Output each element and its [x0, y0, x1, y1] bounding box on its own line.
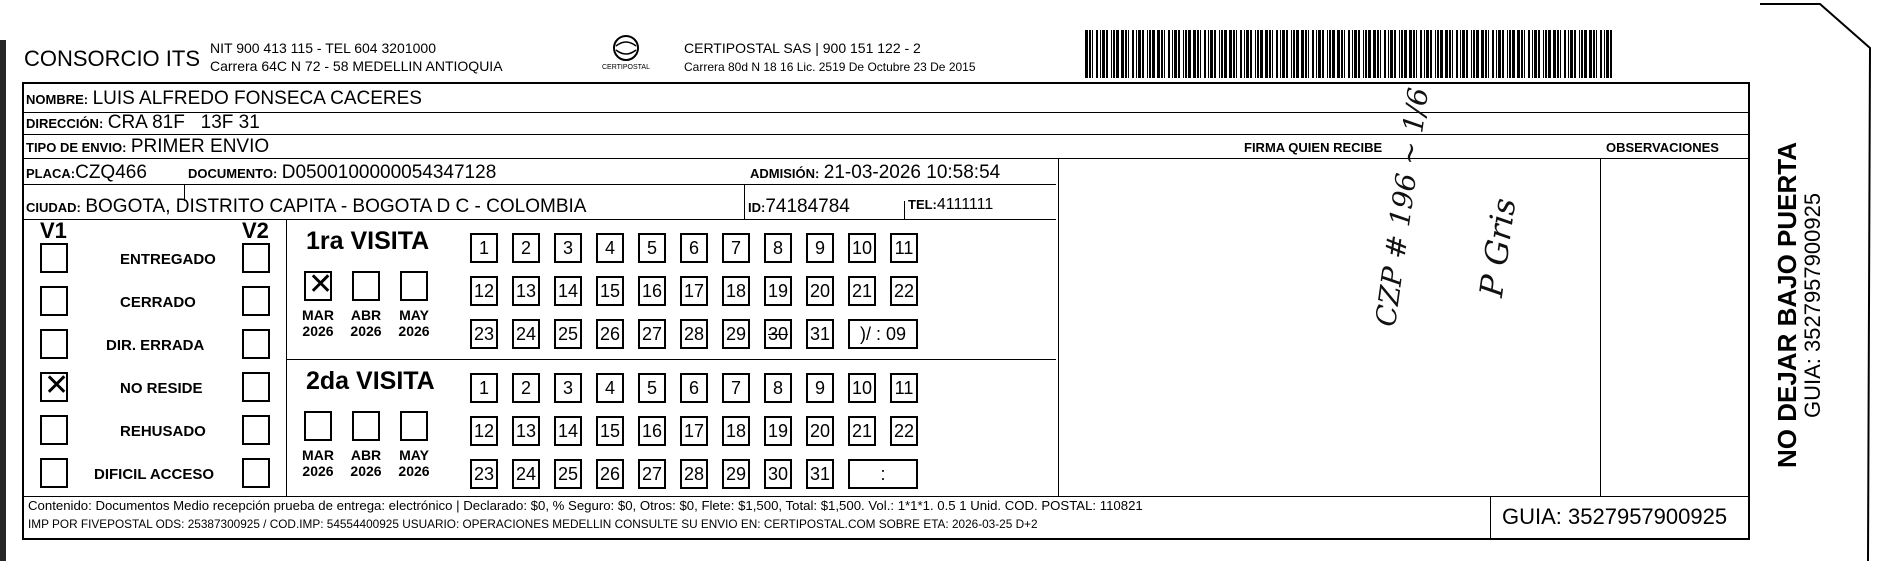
observation-handwriting: P Gris	[1472, 195, 1524, 300]
visit-title: 2da VISITA	[306, 367, 435, 395]
month-label: ABR	[350, 307, 382, 323]
day-box[interactable]: 30	[764, 319, 792, 349]
day-box[interactable]: 12	[470, 276, 498, 306]
status-v1-checkbox[interactable]	[40, 243, 68, 273]
day-box[interactable]: 25	[554, 319, 582, 349]
day-box[interactable]: 19	[764, 276, 792, 306]
nombre-value: LUIS ALFREDO FONSECA CACERES	[92, 88, 422, 109]
day-box[interactable]: 14	[554, 416, 582, 446]
day-box[interactable]: 15	[596, 276, 624, 306]
day-box[interactable]: 19	[764, 416, 792, 446]
day-box[interactable]: 10	[848, 373, 876, 403]
day-box[interactable]: 15	[596, 416, 624, 446]
day-box[interactable]: 29	[722, 319, 750, 349]
documento-label: DOCUMENTO:	[188, 166, 278, 181]
status-v1-checkbox[interactable]	[40, 415, 68, 445]
day-box[interactable]: 12	[470, 416, 498, 446]
tipo-envio-label: TIPO DE ENVIO:	[26, 140, 127, 155]
day-box[interactable]: 27	[638, 459, 666, 489]
day-box[interactable]: 28	[680, 319, 708, 349]
placa-label: PLACA:	[26, 166, 76, 181]
company-nit: NIT 900 413 115 - TEL 604 3201000	[210, 40, 436, 56]
day-box[interactable]: 14	[554, 276, 582, 306]
day-box[interactable]: 9	[806, 373, 834, 403]
day-box[interactable]: 9	[806, 233, 834, 263]
admision-label: ADMISIÓN:	[750, 166, 820, 181]
documento-value: D0500100000054347128	[281, 162, 497, 183]
day-box[interactable]: 16	[638, 276, 666, 306]
no-dejar-bajo-puerta: NO DEJAR BAJO PUERTA	[1772, 141, 1802, 468]
month-checkbox[interactable]	[304, 411, 332, 441]
day-box[interactable]: 13	[512, 276, 540, 306]
day-box[interactable]: 8	[764, 373, 792, 403]
ciudad-value: BOGOTA, DISTRITO CAPITA - BOGOTA D C - COLOMBIA	[85, 196, 587, 217]
day-box[interactable]: 16	[638, 416, 666, 446]
month-checkbox[interactable]	[352, 271, 380, 301]
day-box[interactable]: 27	[638, 319, 666, 349]
observaciones-label: OBSERVACIONES	[1606, 140, 1719, 155]
status-v2-checkbox[interactable]	[242, 415, 270, 445]
time-box[interactable]: :	[848, 459, 918, 489]
year-label: 2026	[302, 463, 334, 479]
day-box[interactable]: 2	[512, 373, 540, 403]
day-box[interactable]: 17	[680, 416, 708, 446]
status-v1-checkbox[interactable]	[40, 458, 68, 488]
imp-line: IMP POR FIVEPOSTAL ODS: 25387300925 / COD.IMP: 54554400925 USUARIO: OPERACIONES MEDELLIN CONSULTE SU ENVIO EN: CERTIPOSTAL.COM SOBRE ETA: 2026-03-25 D+2	[28, 517, 1038, 531]
checkmark: ✕	[44, 369, 70, 402]
status-label: DIR. ERRADA	[106, 337, 205, 354]
v1-label: V1	[40, 218, 67, 243]
firma-label: FIRMA QUIEN RECIBE	[1244, 140, 1383, 155]
day-box[interactable]: 8	[764, 233, 792, 263]
day-box[interactable]: 31	[806, 459, 834, 489]
certipostal-logo-text: CERTIPOSTAL	[602, 64, 650, 71]
status-label: ENTREGADO	[120, 251, 216, 268]
day-box[interactable]: 18	[722, 276, 750, 306]
shipping-form	[22, 82, 1750, 540]
tipo-envio-value: PRIMER ENVIO	[130, 136, 270, 157]
status-v1-checkbox[interactable]	[40, 369, 70, 402]
day-box[interactable]: 20	[806, 416, 834, 446]
day-box[interactable]: 18	[722, 416, 750, 446]
barcode	[1085, 30, 1615, 78]
day-box[interactable]: 24	[512, 319, 540, 349]
year-label: 2026	[302, 323, 334, 339]
day-box[interactable]: 30	[764, 459, 792, 489]
day-box[interactable]: 11	[890, 233, 918, 263]
month-label: MAY	[399, 307, 429, 323]
tel-value: 4111111	[936, 196, 994, 213]
status-label: DIFICIL ACCESO	[94, 466, 215, 483]
month-label: ABR	[350, 447, 382, 463]
v2-label: V2	[242, 218, 269, 243]
nombre-label: NOMBRE:	[26, 92, 89, 107]
placa-value: CZQ466	[75, 162, 147, 183]
status-v2-checkbox[interactable]	[242, 458, 270, 488]
tel-label: TEL:	[908, 197, 937, 212]
month-checkbox[interactable]	[400, 411, 428, 441]
month-label: MAR	[302, 447, 334, 463]
day-box[interactable]: 5	[638, 373, 666, 403]
status-label: NO RESIDE	[120, 380, 203, 397]
day-box[interactable]: 22	[890, 416, 918, 446]
checkmark: ✕	[308, 268, 334, 301]
month-label: MAY	[399, 447, 429, 463]
month-checkbox[interactable]	[352, 411, 380, 441]
contenido-line: Contenido: Documentos Medio recepción prueba de entrega: electrónico | Declarado: $0, % Seguro: $0, Otros: $0, Flete: $1,500, Total: $1,500. Vol.: 1*1*1. 0.5 1 Unid. COD. POSTAL: 110821	[28, 498, 1143, 513]
id-value: 74184784	[765, 196, 850, 217]
month-label: MAR	[302, 307, 334, 323]
direccion-value: CRA 81F 13F 31	[107, 112, 260, 133]
certipostal-logo	[598, 34, 654, 76]
day-box[interactable]: 24	[512, 459, 540, 489]
status-v1-checkbox[interactable]	[40, 286, 68, 316]
day-box[interactable]: 4	[596, 373, 624, 403]
day-box[interactable]: 22	[890, 276, 918, 306]
year-label: 2026	[398, 323, 430, 339]
admision-value: 21-03-2026 10:58:54	[823, 162, 1001, 183]
day-box[interactable]: 23	[470, 459, 498, 489]
day-box[interactable]: 21	[848, 416, 876, 446]
side-guia: GUIA: 3527957900925	[1800, 192, 1825, 418]
signature-handwriting: CZP # 196 ~ 1/6	[1369, 85, 1436, 329]
day-box[interactable]: 1	[470, 233, 498, 263]
day-box[interactable]: 1	[470, 373, 498, 403]
company-name: CONSORCIO ITS	[24, 46, 201, 71]
status-v2-checkbox[interactable]	[242, 286, 270, 316]
day-box[interactable]: 17	[680, 276, 708, 306]
day-box[interactable]: 2	[512, 233, 540, 263]
month-checkbox[interactable]	[400, 271, 428, 301]
day-box[interactable]: 7	[722, 373, 750, 403]
day-box[interactable]: 11	[890, 373, 918, 403]
certipostal-address: Carrera 80d N 18 16 Lic. 2519 De Octubre 23 De 2015	[684, 60, 976, 74]
year-label: 2026	[398, 463, 430, 479]
day-box[interactable]: 26	[596, 459, 624, 489]
day-box[interactable]: 6	[680, 233, 708, 263]
time-box[interactable]: )/ : 09	[848, 319, 918, 349]
status-label: REHUSADO	[120, 423, 206, 440]
status-v2-checkbox[interactable]	[242, 372, 270, 402]
day-box[interactable]: 31	[806, 319, 834, 349]
day-box[interactable]: 5	[638, 233, 666, 263]
day-box[interactable]: 29	[722, 459, 750, 489]
day-box[interactable]: 3	[554, 373, 582, 403]
visit-title: 1ra VISITA	[306, 227, 430, 255]
day-box[interactable]: 10	[848, 233, 876, 263]
status-label: CERRADO	[120, 294, 196, 311]
id-label: ID:	[748, 200, 766, 215]
left-edge-mark	[0, 40, 6, 561]
day-box[interactable]: 23	[470, 319, 498, 349]
ciudad-label: CIUDAD:	[26, 200, 81, 215]
guia-number: GUIA: 3527957900925	[1502, 504, 1728, 529]
day-box[interactable]: 7	[722, 233, 750, 263]
day-box[interactable]: 4	[596, 233, 624, 263]
company-address: Carrera 64C N 72 - 58 MEDELLIN ANTIOQUIA	[210, 58, 503, 74]
day-box[interactable]: 3	[554, 233, 582, 263]
status-v2-checkbox[interactable]	[242, 329, 270, 359]
year-label: 2026	[350, 463, 382, 479]
day-box[interactable]: 13	[512, 416, 540, 446]
day-box[interactable]: 20	[806, 276, 834, 306]
day-box[interactable]: 6	[680, 373, 708, 403]
direccion-label: DIRECCIÓN:	[26, 116, 104, 131]
day-box[interactable]: 21	[848, 276, 876, 306]
status-v1-checkbox[interactable]	[40, 329, 68, 359]
certipostal-name: CERTIPOSTAL SAS | 900 151 122 - 2	[684, 40, 921, 56]
month-checkbox[interactable]	[304, 268, 334, 301]
day-box[interactable]: 25	[554, 459, 582, 489]
year-label: 2026	[350, 323, 382, 339]
status-v2-checkbox[interactable]	[242, 243, 270, 273]
day-box[interactable]: 28	[680, 459, 708, 489]
day-box[interactable]: 26	[596, 319, 624, 349]
